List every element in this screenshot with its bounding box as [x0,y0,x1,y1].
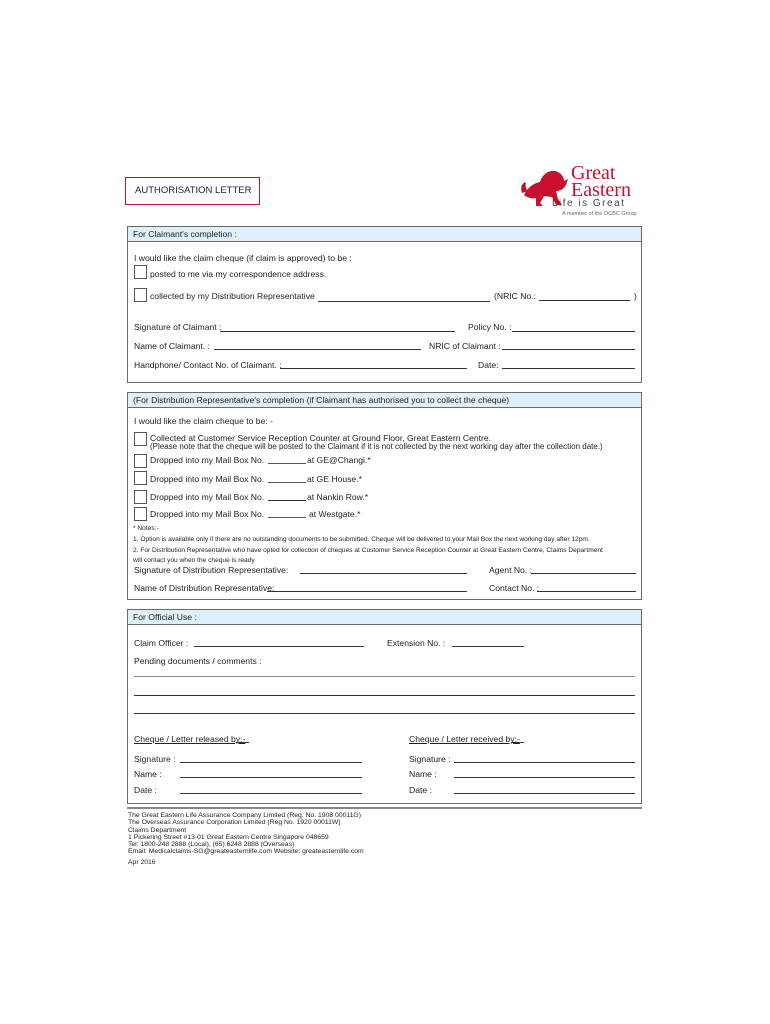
agent-no-label: Agent No. : [489,565,532,575]
note-2-line1: 2. For Distribution Representative who have opted for collection of cheques at Customer Service Reception Counter at Great Eastern Centre, Claims Department [133,547,603,554]
mailbox-label-gehouse: Dropped into my Mail Box No. [150,474,265,484]
contact-no-label: Contact No. : [489,583,540,593]
agent-no-field[interactable] [531,573,636,574]
claim-officer-field[interactable] [194,646,364,647]
option-post-checkbox[interactable] [134,265,147,279]
claimant-name-field[interactable] [214,349,421,350]
nric-close: ) [634,291,637,301]
representative-name-field[interactable] [318,301,490,302]
received-date-field[interactable] [454,793,635,794]
representative-section [127,392,642,600]
notes-title: * Notes:- [133,525,159,532]
logo-eastern: Eastern [571,179,631,201]
option-collect-label: collected by my Distribution Representative [150,291,315,301]
footer-line: Tel: 1800-248 2888 (Local), (65) 6248 2888 (Overseas) [128,841,295,849]
rep-signature-field[interactable] [300,573,467,574]
released-by-label: Cheque / Letter released by:- [134,734,246,744]
official-use-heading: For Official Use : [133,612,197,622]
released-by-field[interactable] [236,742,249,743]
mailbox-label-nankin: Dropped into my Mail Box No. [150,492,265,502]
pending-docs-line-1[interactable] [134,676,635,677]
mailbox-dest-gehouse: at GE House.* [307,474,362,484]
released-name-field[interactable] [180,777,362,778]
claim-officer-label: Claim Officer : [134,638,189,648]
rep-name-field[interactable] [267,591,467,592]
logo-subtitle: A member of the OCBC Group [562,211,637,217]
released-name-label: Name : [134,769,162,779]
claimant-name-label: Name of Claimant. : [134,341,210,351]
claimant-date-field[interactable] [502,368,635,369]
received-name-label: Name : [409,769,437,779]
option-counter-line2: (Please note that the cheque will be posted to the Claimant if it is not collected by the next working day after the collection date.) [150,442,603,451]
option-counter-checkbox[interactable] [134,432,147,446]
pending-docs-line-3[interactable] [134,713,635,714]
official-use-section [127,609,642,804]
mailbox-dest-nankin: at Nankin Row.* [307,492,369,502]
claimant-section-header [128,227,641,242]
extension-no-field[interactable] [452,646,524,647]
mailbox-label-westgate: Dropped into my Mail Box No. [150,509,265,519]
rep-name-label: Name of Distribution Representative: [134,583,275,593]
logo-great: Great [571,162,616,184]
footer-line: 1 Pickering Street #13-01 Great Eastern Centre Singapore 048659 [128,833,329,841]
claimant-date-label: Date: [478,360,499,370]
representative-intro: I would like the claim cheque to be: - [134,416,274,426]
pending-docs-label: Pending documents / comments : [134,656,262,666]
official-use-header [128,610,641,625]
received-signature-field[interactable] [454,762,635,763]
option-westgate-checkbox[interactable] [134,507,147,521]
option-gehouse-checkbox[interactable] [134,471,147,485]
mailbox-changi-field[interactable] [268,463,306,464]
representative-section-heading: (For Distribution Representative's completion (if Claimant has authorised you to collect the cheque) [133,395,510,405]
claimant-section-heading: For Claimant's completion : [133,229,237,239]
footer-divider [127,807,642,809]
claimant-phone-field[interactable] [280,368,467,369]
policy-no-field[interactable] [512,331,635,332]
mailbox-label-changi: Dropped into my Mail Box No. [150,455,265,465]
received-by-label: Cheque / Letter received by:- [409,734,520,744]
option-nankin-checkbox[interactable] [134,490,147,504]
claimant-signature-field[interactable] [220,331,455,332]
footer-line: The Great Eastern Life Assurance Company Limited (Reg. No. 1908 00011G) [128,812,361,819]
option-collect-checkbox[interactable] [134,288,147,302]
footer-date: Apr 2016 [128,859,156,866]
footer-address [128,812,364,856]
footer-line: Email: Medicalclaims-SG@greateasternlife.com Website: greateasternlife.com [128,848,364,856]
mailbox-gehouse-field[interactable] [268,482,306,483]
released-date-field[interactable] [180,793,362,794]
received-date-label: Date : [409,785,432,795]
representative-section-header [128,393,641,408]
mailbox-dest-westgate: at Westgate.* [309,509,361,519]
note-2-line2: will contact you when the cheque is ready [133,557,255,564]
claimant-nric-field[interactable] [502,349,635,350]
received-signature-label: Signature : [409,754,451,764]
option-changi-checkbox[interactable] [134,454,147,468]
extension-no-label: Extension No. : [387,638,446,648]
claimant-phone-label: Handphone/ Contact No. of Claimant. : [134,360,282,370]
received-name-field[interactable] [454,777,635,778]
mailbox-dest-changi: at GE@Changi.* [307,455,371,465]
mailbox-westgate-field[interactable] [268,517,306,518]
footer-line: The Overseas Assurance Corporation Limited (Reg No. 1920 00011W) [128,819,341,827]
note-1: 1. Option is available only if there are no outstanding documents to be submitted. Cheque will be delivered to your Mail Box the next working day after 12pm. [133,536,590,543]
claim-cheque-intro: I would like the claim cheque (if claim is approved) to be : [134,253,352,263]
footer-line: Claims Department [128,826,187,834]
claimant-signature-label: Signature of Claimant : [134,322,222,332]
received-by-field[interactable] [511,742,524,743]
representative-nric-field[interactable] [539,300,630,301]
released-signature-field[interactable] [180,762,362,763]
company-logo [520,163,638,219]
released-date-label: Date : [134,785,157,795]
option-post-label: posted to me via my correspondence address. [150,269,327,279]
claimant-nric-label: NRIC of Claimant : [429,341,501,351]
logo-tagline: Life is Great [552,198,626,209]
contact-no-field[interactable] [537,591,636,592]
policy-no-label: Policy No. : [468,322,512,332]
rep-signature-label: Signature of Distribution Representative: [134,565,289,575]
pending-docs-line-2[interactable] [134,695,635,696]
mailbox-nankin-field[interactable] [268,500,306,501]
released-signature-label: Signature : [134,754,176,764]
title-box [125,177,260,205]
document-title: AUTHORISATION LETTER [135,185,252,196]
claimant-section [127,226,642,383]
nric-label: (NRIC No.: [494,291,537,301]
option-counter-line1: Collected at Customer Service Reception Counter at Ground Floor, Great Eastern Centre. [150,433,492,443]
